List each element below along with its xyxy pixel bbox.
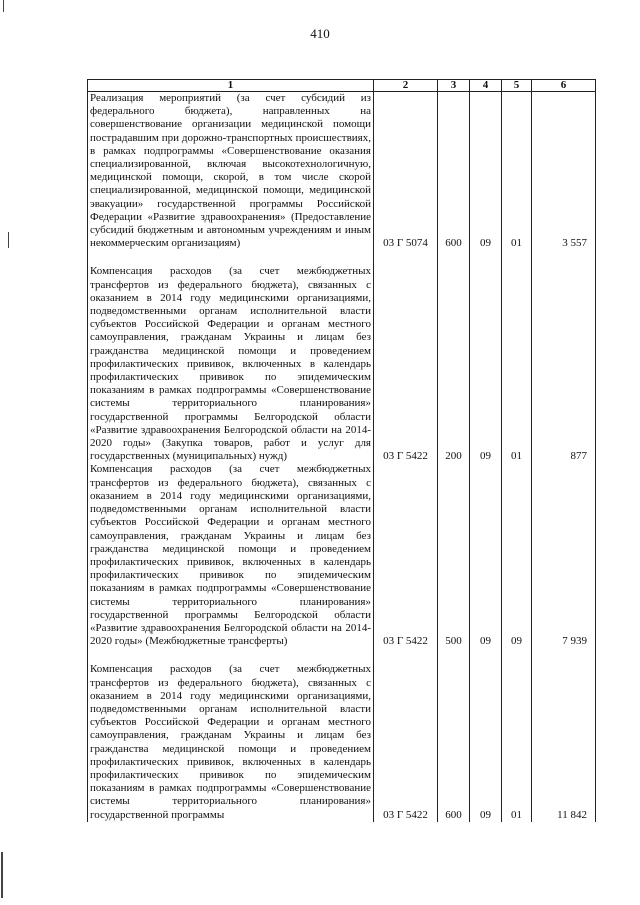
row-amount: 7 939 [532, 463, 596, 648]
row-description: Компенсация расходов (за счет межбюджетных трансфертов из федерального бюджета), связанных с оказанием в 2014 году медицинскими организациями, подведомственными органам исполнительной власти субъектов Российской Федерации и органам местного самоуправления, гражданам Украины и лицам без гражданства медицинской помощи и проведением профилактических прививок, включенных в календарь профилактических прививок по эпидемическим показаниям в рамках подпрограммы «Совершенствование системы территориального планирования» государственной программы Белгородской области «Развитие здравоохранения Белгородской области на 2014-2020 годы» (Межбюджетные трансферты) [88, 463, 374, 648]
row-column-3: 500 [438, 463, 470, 648]
row-column-5: 01 [502, 663, 532, 821]
column-header: 3 [438, 80, 470, 92]
row-column-3: 200 [438, 265, 470, 463]
row-column-3: 600 [438, 663, 470, 821]
row-amount: 3 557 [532, 92, 596, 251]
table-row [88, 663, 596, 821]
row-code: 03 Г 5422 [374, 463, 438, 648]
table-row [88, 463, 596, 648]
column-header: 2 [374, 80, 438, 92]
margin-mark [1, 852, 3, 898]
row-description: Компенсация расходов (за счет межбюджетных трансфертов из федерального бюджета), связанных с оказанием в 2014 году медицинскими организациями, подведомственными органам исполнительной власти субъектов Российской Федерации и органам местного самоуправления, гражданам Украины и лицам без гражданства медицинской помощи и проведением профилактических прививок, включенных в календарь профилактических прививок по эпидемическим показаниям в рамках подпрограммы «Совершенствование системы территориального планирования» государственной программы [88, 663, 374, 821]
row-column-5: 01 [502, 92, 532, 251]
row-column-4: 09 [470, 92, 502, 251]
table-header-row [88, 80, 596, 92]
row-amount: 11 842 [532, 663, 596, 821]
column-header: 4 [470, 80, 502, 92]
row-column-5: 01 [502, 265, 532, 463]
budget-table [87, 79, 596, 822]
row-column-4: 09 [470, 663, 502, 821]
column-header: 6 [532, 80, 596, 92]
page-number: 410 [310, 26, 330, 41]
column-header: 1 [88, 80, 374, 92]
row-description: Компенсация расходов (за счет межбюджетных трансфертов из федерального бюджета), связанных с оказанием в 2014 году медицинскими организациями, подведомственными органам исполнительной власти субъектов Российской Федерации и органам местного самоуправления, гражданам Украины и лицам без гражданства медицинской помощи и проведением профилактических прививок, включенных в календарь профилактических прививок по эпидемическим показаниям в рамках подпрограммы «Совершенствование системы территориального планирования» государственной программы Белгородской области «Развитие здравоохранения Белгородской области на 2014-2020 годы» (Закупка товаров, работ и услуг для государственных (муниципальных) нужд) [88, 265, 374, 463]
row-column-3: 600 [438, 92, 470, 251]
row-column-4: 09 [470, 265, 502, 463]
table-row [88, 265, 596, 463]
margin-mark [3, 0, 4, 12]
row-code: 03 Г 5422 [374, 663, 438, 821]
table-row [88, 92, 596, 251]
row-code: 03 Г 5422 [374, 265, 438, 463]
row-spacer [88, 250, 596, 265]
column-header: 5 [502, 80, 532, 92]
row-spacer [88, 648, 596, 663]
row-column-4: 09 [470, 463, 502, 648]
row-code: 03 Г 5074 [374, 92, 438, 251]
row-amount: 877 [532, 265, 596, 463]
row-column-5: 09 [502, 463, 532, 648]
row-description: Реализация мероприятий (за счет субсидий из федерального бюджета), направленных на совершенствование организации медицинской помощи пострадавшим при дорожно-транспортных происшествиях, в рамках подпрограммы «Совершенствование оказания специализированной, включая высокотехнологичную, медицинской помощи, скорой, в том числе скорой специализированной, медицинской помощи, медицинской эвакуации» государственной программы Российской Федерации «Развитие здравоохранения» (Предоставление субсидий бюджетным и автономным учреждениям и иным некоммерческим организациям) [88, 92, 374, 251]
margin-mark [8, 232, 9, 248]
